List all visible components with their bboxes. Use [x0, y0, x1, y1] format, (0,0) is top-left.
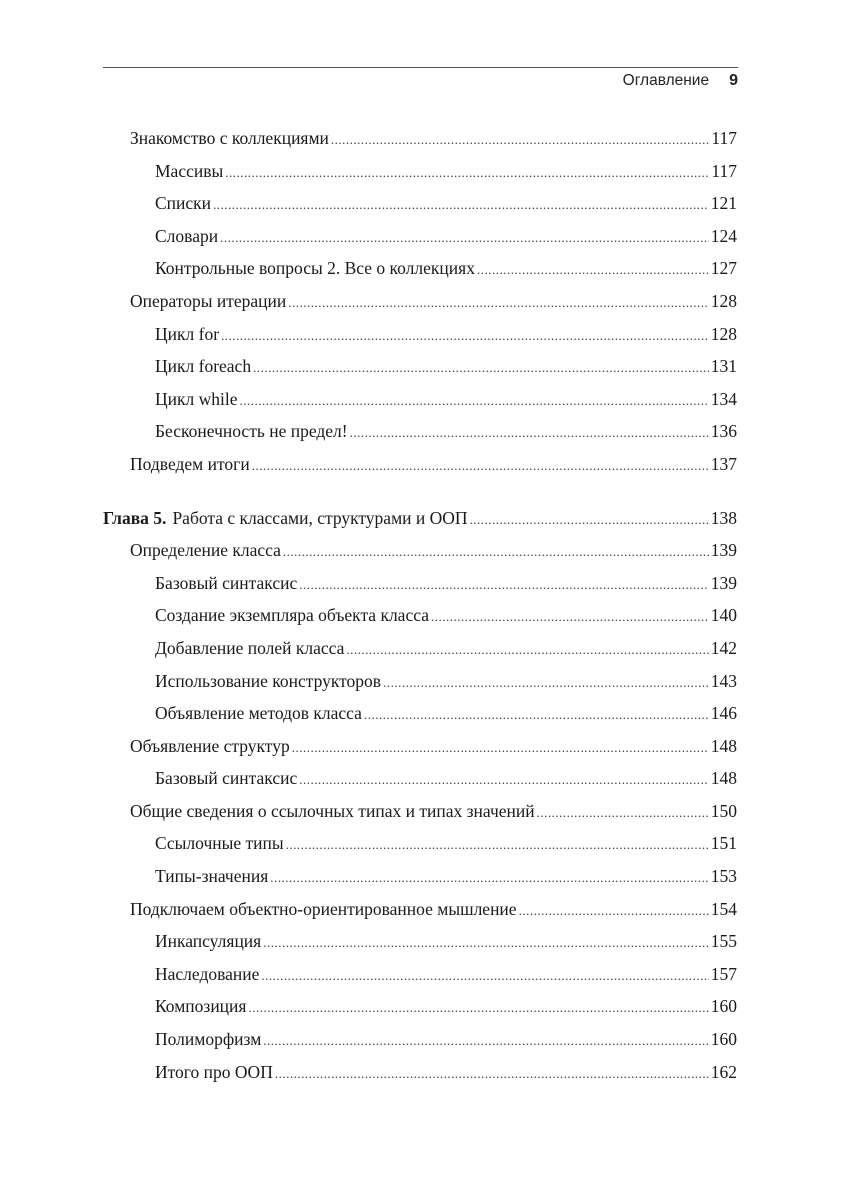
toc-entry-page: 127 [710, 258, 737, 279]
dot-leader [346, 634, 708, 667]
running-header [103, 72, 738, 90]
toc-entry-title: Контрольные вопросы 2. Все о коллекциях [155, 258, 475, 279]
toc-entry-page: 162 [710, 1061, 737, 1082]
toc-entry [103, 697, 737, 730]
toc-entry-title: Бесконечность не предел! [155, 421, 348, 442]
toc-entry-page: 138 [710, 507, 737, 528]
toc-entry-title: Инкапсуляция [155, 931, 262, 952]
toc-entry-title: Полиморфизм [155, 1029, 262, 1050]
toc-entry [103, 1056, 737, 1089]
toc-entry-page: 128 [710, 290, 737, 311]
toc-entry-title: Цикл for [155, 323, 220, 344]
toc-entry-page: 134 [710, 388, 737, 409]
toc-entry [103, 599, 737, 632]
toc-entry-title: Операторы итерации [130, 290, 287, 311]
toc-entry [103, 990, 737, 1023]
header-page-number: 9 [729, 72, 738, 89]
toc-entry-page: 136 [710, 421, 737, 442]
dot-leader [383, 667, 709, 700]
toc-entry-page: 137 [710, 453, 737, 474]
toc-entry [103, 795, 737, 828]
dot-leader [299, 569, 709, 602]
dot-leader [431, 601, 709, 634]
toc-entry [103, 155, 737, 188]
toc-entry [103, 448, 737, 481]
toc-entry [103, 827, 737, 860]
toc-entry-title: Массивы [155, 160, 224, 181]
toc-entry-title: Наследование [155, 963, 260, 984]
toc-entry-page: 146 [710, 703, 737, 724]
toc-entry [103, 252, 737, 285]
toc-entry-title: Создание экземпляра объекта класса [155, 605, 429, 626]
dot-leader [263, 1025, 708, 1058]
toc-entry [103, 632, 737, 665]
toc-entry [103, 187, 737, 220]
toc-entry-title: Знакомство с коллекциями [130, 128, 329, 148]
dot-leader [288, 287, 708, 320]
toc-entry-page: 151 [710, 833, 737, 854]
chapter-label: Глава 5. [103, 507, 167, 528]
dot-leader [470, 504, 709, 537]
toc-entry-page: 154 [710, 898, 737, 919]
toc-entry-title: Объявление структур [130, 735, 290, 756]
toc-entry-title: Цикл foreach [155, 356, 252, 377]
toc-entry [103, 383, 737, 416]
toc-entry-title: Добавление полей класса [155, 637, 345, 658]
header-rule [103, 67, 738, 68]
toc-entry-page: 139 [710, 540, 737, 561]
toc-entry [103, 925, 737, 958]
toc-entry [103, 860, 737, 893]
toc-entry-title: Списки [155, 193, 212, 214]
dot-leader [221, 320, 709, 353]
dot-leader [270, 862, 708, 895]
toc-entry-page: 160 [710, 1029, 737, 1050]
toc-entry [103, 567, 737, 600]
toc-entry-title: Подведем итоги [130, 453, 250, 474]
dot-leader [275, 1058, 709, 1091]
toc-entry [103, 285, 737, 318]
dot-leader [364, 699, 709, 732]
toc-entry-title: Использование конструкторов [155, 670, 382, 691]
header-section-title: Оглавление [622, 72, 710, 89]
dot-leader [283, 536, 709, 569]
dot-leader [537, 797, 709, 830]
toc-entry [103, 350, 737, 383]
dot-leader [213, 189, 709, 222]
dot-leader [252, 450, 709, 483]
dot-leader [263, 927, 709, 960]
dot-leader [253, 352, 709, 385]
toc-entry-title: Объявление методов класса [155, 703, 362, 724]
toc-entry [103, 762, 737, 795]
dot-leader [477, 254, 709, 287]
toc-entry-page: 117 [711, 128, 737, 148]
toc-entry [103, 415, 737, 448]
toc-entry [103, 122, 737, 155]
chapter-title: Работа с классами, структурами и ООП [172, 507, 468, 528]
dot-leader [240, 385, 709, 418]
toc-entry-page: 148 [710, 735, 737, 756]
toc-entry [103, 1023, 737, 1056]
dot-leader [220, 222, 709, 255]
dot-leader [261, 960, 708, 993]
dot-leader [225, 157, 709, 190]
toc-entry-page: 150 [710, 800, 737, 821]
toc-entry-title: Подключаем объектно-ориентированное мышление [130, 898, 517, 919]
toc-entry-page: 128 [710, 323, 737, 344]
dot-leader [299, 764, 709, 797]
toc-entry-page: 139 [710, 572, 737, 593]
toc-entry-title: Базовый синтаксис [155, 768, 298, 789]
toc-entry-page: 142 [710, 637, 737, 658]
toc-entry-page: 153 [710, 866, 737, 887]
toc-entry-title: Определение класса [130, 540, 281, 561]
toc-entry [103, 220, 737, 253]
toc-entry-page: 121 [710, 193, 737, 214]
toc-entry-page: 117 [711, 160, 737, 181]
toc-entry-title: Типы-значения [155, 866, 269, 887]
toc-entry-page: 124 [710, 225, 737, 246]
dot-leader [286, 829, 709, 862]
table-of-contents [103, 122, 737, 1088]
toc-entry [103, 318, 737, 351]
dot-leader [350, 417, 709, 450]
toc-entry-title: Итого про ООП [155, 1061, 273, 1082]
toc-entry-page: 160 [710, 996, 737, 1017]
toc-entry-title: Композиция [155, 996, 247, 1017]
toc-entry-title: Словари [155, 225, 219, 246]
toc-chapter-entry [103, 502, 737, 535]
toc-entry-page: 143 [710, 670, 737, 691]
toc-entry-title [103, 502, 468, 535]
dot-leader [331, 124, 709, 157]
toc-entry [103, 958, 737, 991]
toc-entry-page: 148 [710, 768, 737, 789]
toc-entry-title: Общие сведения о ссылочных типах и типах значений [130, 800, 535, 821]
toc-entry [103, 665, 737, 698]
toc-entry-page: 140 [710, 605, 737, 626]
toc-entry-title: Базовый синтаксис [155, 572, 298, 593]
toc-entry-page: 155 [710, 931, 737, 952]
toc-entry [103, 730, 737, 763]
toc-entry-title: Цикл while [155, 388, 238, 409]
dot-leader [248, 992, 708, 1025]
dot-leader [519, 895, 709, 928]
dot-leader [292, 732, 709, 765]
toc-entry [103, 893, 737, 926]
toc-entry-page: 157 [710, 963, 737, 984]
toc-entry-page: 131 [710, 356, 737, 377]
toc-entry [103, 534, 737, 567]
toc-entry-title: Ссылочные типы [155, 833, 284, 854]
